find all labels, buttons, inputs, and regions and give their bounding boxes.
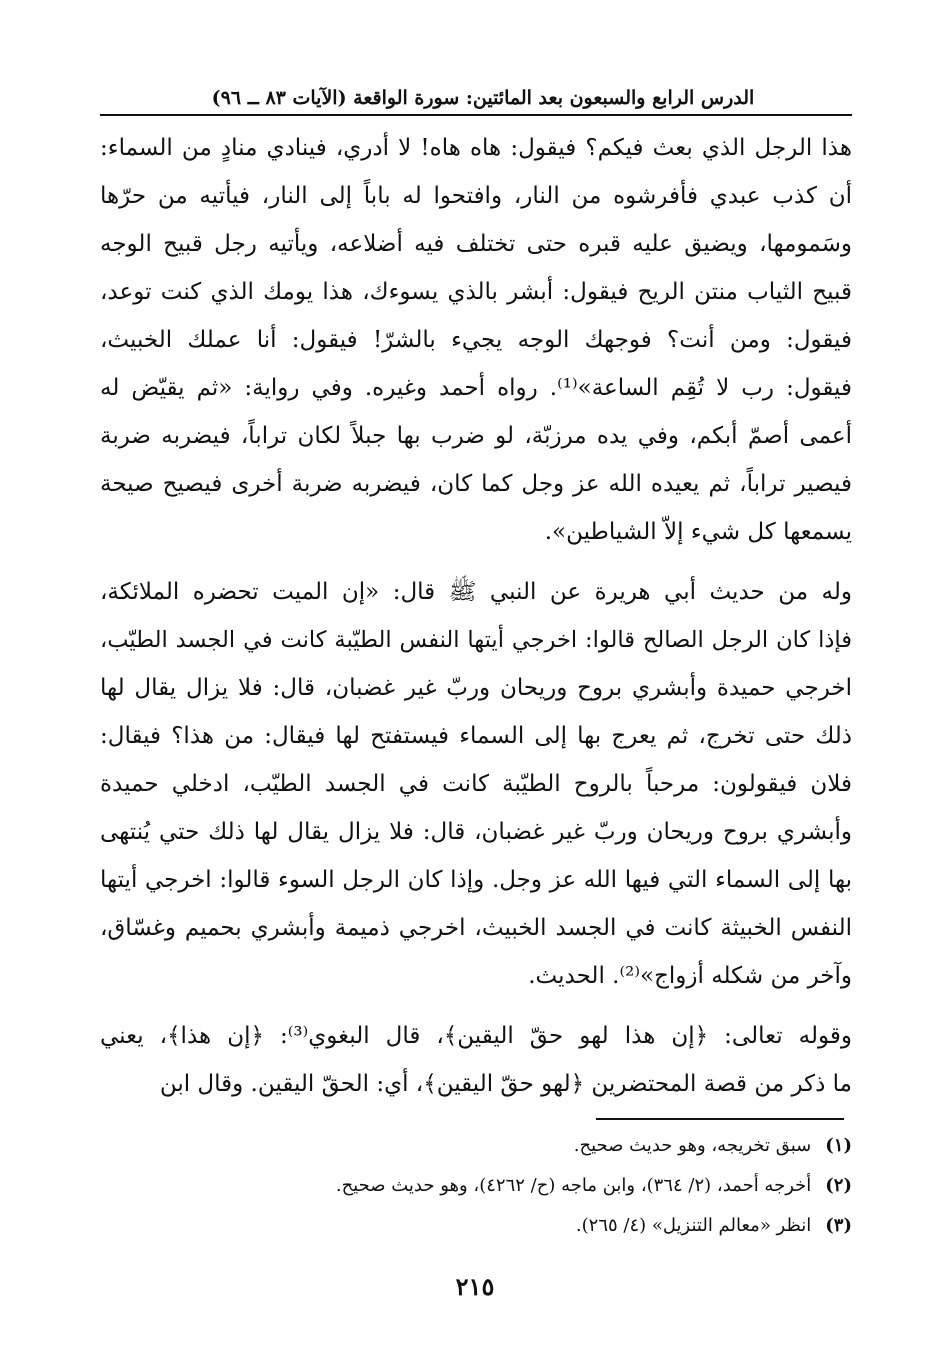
text-line: ذلك حتى تخرج، ثم يعرج بها إلى السماء فيستفتح لها فيقال: من هذا؟ فيقال: <box>100 723 852 749</box>
paragraph <box>100 1012 852 1108</box>
text-line: وسَمومها، ويضيق عليه قبره حتى تختلف فيه أضلاعه، ويأتيه رجل قبيح الوجه <box>100 231 852 257</box>
footnote-number: (٣) <box>825 1215 852 1236</box>
footnote <box>100 1206 852 1246</box>
header-divider <box>100 114 852 116</box>
text-line: قبيح الثياب منتن الريح فيقول: أبشر بالذي يسوءك، هذا يومك الذي كنت توعد، <box>100 279 852 305</box>
page-number: ٢١٥ <box>455 1272 495 1301</box>
footnote-text: سبق تخريجه، وهو حديث صحيح. <box>573 1135 812 1156</box>
text-line: اخرجي حميدة وأبشري بروح وريحان وربّ غير غضبان، قال: فلا يزال يقال لها <box>100 675 852 701</box>
footnote-number: (١) <box>825 1135 852 1156</box>
text-line: فيقول: ومن أنت؟ فوجهك الوجه يجيء بالشرّ! فيقول: أنا عملك الخبيث، <box>100 327 852 353</box>
footnote-number: (٢) <box>825 1175 852 1196</box>
footnote-divider <box>596 1118 844 1120</box>
footnote <box>100 1166 852 1206</box>
text-line: أن كذب عبدي فأفرشوه من النار، وافتحوا له باباً إلى النار، فيأتيه من حرّها <box>100 183 852 209</box>
footnote-text: انظر «معالم التنزيل» (٤/ ٢٦٥). <box>575 1215 812 1236</box>
text-line: وقوله تعالى: ﴿إن هذا لهو حقّ اليقين﴾، قال البغوي⁽³⁾: ﴿إن هذا﴾، يعني <box>100 1023 852 1049</box>
footnotes <box>100 1126 852 1246</box>
footnote-text: أخرجه أحمد، (٢/ ٣٦٤)، وابن ماجه (ح/ ٤٢٦٢)، وهو حديث صحيح. <box>335 1175 812 1196</box>
footnote <box>100 1126 852 1166</box>
text-line: فإذا كان الرجل الصالح قالوا: اخرجي أيتها النفس الطيّبة كانت في الجسد الطيّب، <box>100 627 852 653</box>
text-line: وله من حديث أبي هريرة عن النبي ﷺ قال: «إن الميت تحضره الملائكة، <box>100 579 852 605</box>
running-header: الدرس الرابع والسبعون بعد المائتين: سورة الواقعة (الآيات ٨٣ ــ ٩٦) <box>211 87 755 109</box>
text-line: وأبشري بروح وريحان وربّ غير غضبان، قال: فلا يزال يقال لها ذلك حتي يُنتهى <box>100 819 852 845</box>
text-line: هذا الرجل الذي بعث فيكم؟ فيقول: هاه هاه! لا أدري، فينادي منادٍ من السماء: <box>100 135 852 161</box>
text-line: وآخر من شكله أزواج»⁽²⁾. الحديث. <box>528 963 852 989</box>
text-line: ما ذكر من قصة المحتضرين ﴿لهو حقّ اليقين﴾، أي: الحقّ اليقين. وقال ابن <box>159 1071 852 1097</box>
main-text <box>100 124 852 1108</box>
text-line: النفس الخبيثة كانت في الجسد الخبيث، اخرجي ذميمة وأبشري بحميم وغسّاق، <box>100 915 852 941</box>
paragraph <box>100 124 852 556</box>
text-line: بها إلى السماء التي فيها الله عز وجل. وإذا كان الرجل السوء قالوا: اخرجي أيتها <box>100 867 852 893</box>
text-line: فلان فيقولون: مرحباً بالروح الطيّبة كانت في الجسد الطيّب، ادخلي حميدة <box>100 771 852 797</box>
paragraph-gap <box>100 1000 852 1012</box>
paragraph-gap <box>100 556 852 568</box>
text-line: أعمى أصمّ أبكم، وفي يده مرزبّة، لو ضرب بها جبلاً لكان تراباً، فيضربه ضربة <box>100 423 852 449</box>
text-line: فيصير تراباً، ثم يعيده الله عز وجل كما كان، فيضربه ضربة أخرى فيصيح صيحة <box>100 471 852 497</box>
text-line: فيقول: رب لا تُقِم الساعة»⁽¹⁾. رواه أحمد وغيره. وفي رواية: «ثم يقيّض له <box>100 375 852 401</box>
paragraph <box>100 568 852 1000</box>
text-line: يسمعها كل شيء إلاّ الشياطين». <box>544 519 852 545</box>
